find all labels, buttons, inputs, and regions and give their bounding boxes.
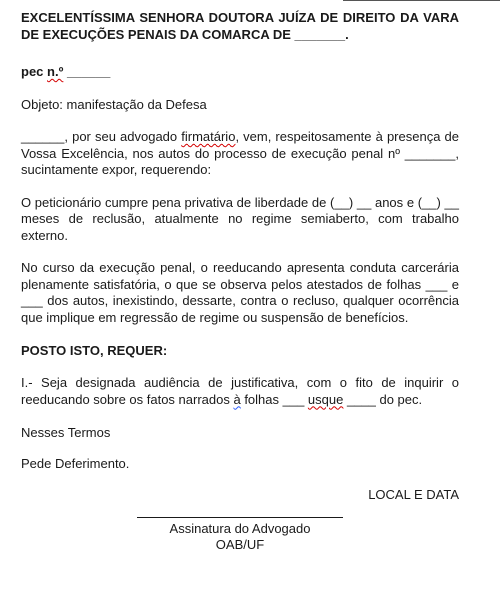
pede-deferimento: Pede Deferimento. — [21, 456, 130, 471]
pec-number-line — [21, 63, 459, 80]
signature-line — [137, 517, 343, 518]
request-item-paragraph — [21, 375, 459, 408]
objeto-line: Objeto: manifestação da Defesa — [21, 97, 207, 112]
nesses-termos: Nesses Termos — [21, 425, 111, 440]
item-flagged-usque: usque — [307, 391, 344, 407]
intro-before: ______, por seu advogado — [21, 129, 182, 144]
document-header-title: EXCELENTÍSSIMA SENHORA DOUTORA JUÍZA DE DIREITO DA VARA DE EXECUÇÕES PENAIS DA COMARCA DE _______. — [21, 10, 459, 42]
signature-name: Assinatura do Advogado — [169, 521, 311, 536]
item-after: ____ do pec. — [343, 391, 423, 407]
document-page — [21, 9, 459, 503]
pec-number-abbr: n.º — [47, 64, 64, 79]
curso-paragraph: No curso da execução penal, o reeducando apresenta conduta carcerária plenamente satisfatória, o que se observa pelos atestados de folhas ___ e ___ dos autos, inexistindo, dessarte, contra o recluso, qualquer ocorrência que implique em regressão de regime ou suspensão de benefícios. — [21, 260, 459, 325]
local-e-data: LOCAL E DATA — [368, 487, 459, 502]
pec-number-blank: ______ — [63, 64, 111, 79]
item-middle: folhas ___ — [240, 391, 308, 407]
peticionario-paragraph: O peticionário cumpre pena privativa de liberdade de (__) __ anos e (__) __ meses de reclusão, atualmente no regime semiaberto, com trabalho externo. — [21, 194, 459, 243]
intro-paragraph — [21, 129, 459, 179]
intro-after: , vem, respeitosamente à presença de Vossa Excelência, nos autos do processo de execução penal nº _______, sucintamente expor, requerendo: — [21, 129, 459, 177]
pec-prefix: pec — [21, 64, 48, 79]
item-before: I.- Seja designada audiência de justificativa, com o fito de inquirir o reeducando sobre os fatos narrados — [21, 375, 459, 407]
intro-flagged-word: firmatário — [181, 129, 236, 144]
item-flagged-a: à — [233, 391, 241, 407]
signature-block — [137, 517, 343, 553]
top-rule — [343, 0, 500, 1]
posto-isto-heading: POSTO ISTO, REQUER: — [21, 343, 168, 358]
signature-oab: OAB/UF — [215, 537, 265, 552]
